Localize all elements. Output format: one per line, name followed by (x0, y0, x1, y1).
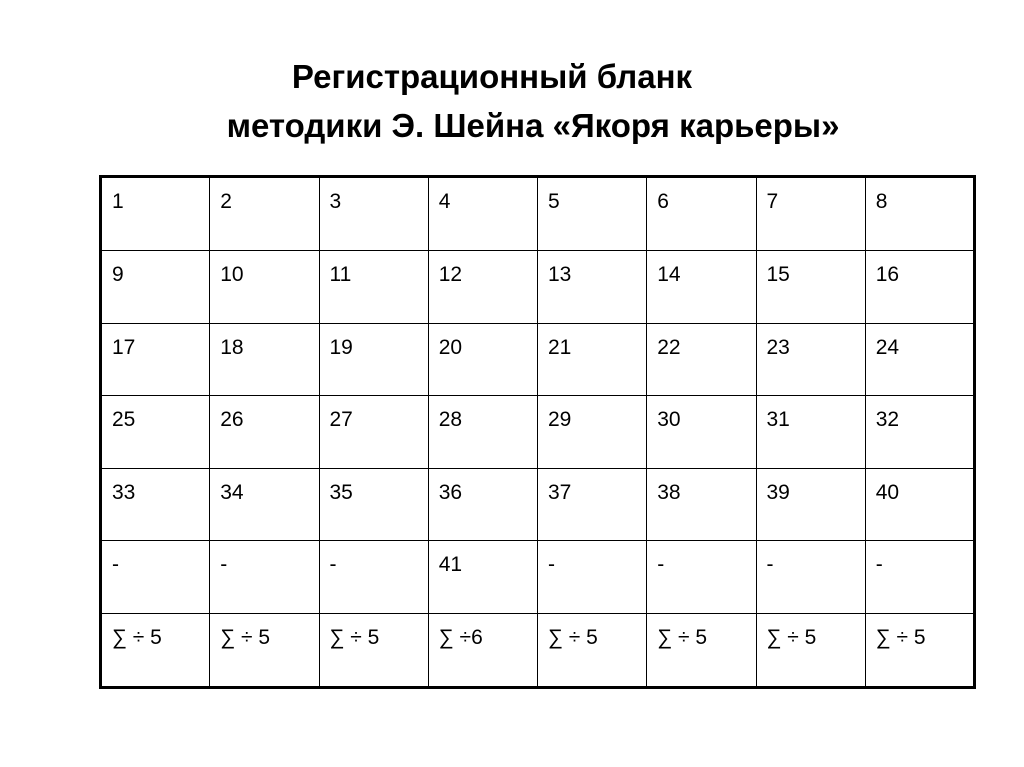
table-cell[interactable]: 12 (428, 251, 537, 323)
table-cell[interactable]: 33 (101, 468, 210, 540)
table-cell[interactable]: 25 (101, 396, 210, 468)
table-row (101, 251, 975, 323)
table-cell[interactable]: ∑ ÷ 5 (101, 613, 210, 687)
table-cell[interactable]: 17 (101, 323, 210, 395)
table-cell[interactable]: - (319, 541, 428, 613)
table-cell[interactable]: 30 (647, 396, 756, 468)
table-cell[interactable]: ∑ ÷ 5 (210, 613, 319, 687)
page-title (0, 52, 1024, 150)
table-cell[interactable]: 40 (865, 468, 974, 540)
table-cell[interactable]: 4 (428, 177, 537, 251)
table-cell[interactable]: ∑ ÷ 5 (538, 613, 647, 687)
table-cell[interactable]: 15 (756, 251, 865, 323)
table-cell[interactable]: - (538, 541, 647, 613)
table-cell[interactable]: 38 (647, 468, 756, 540)
table-cell[interactable]: - (756, 541, 865, 613)
table-cell[interactable]: - (647, 541, 756, 613)
title-line-2: методики Э. Шейна «Якоря карьеры» (226, 107, 840, 144)
table-cell[interactable]: 2 (210, 177, 319, 251)
table-row (101, 541, 975, 613)
table-cell[interactable]: 36 (428, 468, 537, 540)
table-cell[interactable]: 7 (756, 177, 865, 251)
table-cell[interactable]: 8 (865, 177, 974, 251)
table-cell[interactable]: ∑ ÷ 5 (865, 613, 974, 687)
table-cell[interactable]: ∑ ÷ 5 (319, 613, 428, 687)
table-row (101, 323, 975, 395)
table-cell[interactable]: 1 (101, 177, 210, 251)
table-cell[interactable]: 24 (865, 323, 974, 395)
table-cell[interactable]: 18 (210, 323, 319, 395)
table-row (101, 613, 975, 687)
table-cell[interactable]: 29 (538, 396, 647, 468)
table-cell[interactable]: 32 (865, 396, 974, 468)
table-row (101, 396, 975, 468)
table-cell[interactable]: 16 (865, 251, 974, 323)
table-cell[interactable]: 35 (319, 468, 428, 540)
table-cell[interactable]: ∑ ÷ 5 (756, 613, 865, 687)
table-cell[interactable]: 23 (756, 323, 865, 395)
table-cell[interactable]: 28 (428, 396, 537, 468)
table-cell[interactable]: 13 (538, 251, 647, 323)
table-cell[interactable]: 27 (319, 396, 428, 468)
table-cell[interactable]: ∑ ÷6 (428, 613, 537, 687)
table-cell[interactable]: 5 (538, 177, 647, 251)
registration-table-body (101, 177, 975, 688)
table-cell[interactable]: 26 (210, 396, 319, 468)
table-cell[interactable]: 31 (756, 396, 865, 468)
table-cell[interactable]: 10 (210, 251, 319, 323)
table-cell[interactable]: 14 (647, 251, 756, 323)
table-cell[interactable]: 9 (101, 251, 210, 323)
table-cell[interactable]: 34 (210, 468, 319, 540)
table-cell[interactable]: 19 (319, 323, 428, 395)
table-cell[interactable]: ∑ ÷ 5 (647, 613, 756, 687)
table-cell[interactable]: - (865, 541, 974, 613)
table-row (101, 177, 975, 251)
table-cell[interactable]: 3 (319, 177, 428, 251)
table-cell[interactable]: 20 (428, 323, 537, 395)
table-cell[interactable]: 39 (756, 468, 865, 540)
table-cell[interactable]: 21 (538, 323, 647, 395)
table-cell[interactable]: 37 (538, 468, 647, 540)
table-cell[interactable]: 6 (647, 177, 756, 251)
table-cell[interactable]: 22 (647, 323, 756, 395)
title-line-1: Регистрационный бланк (291, 58, 693, 95)
table-cell[interactable]: 11 (319, 251, 428, 323)
table-row (101, 468, 975, 540)
table-cell[interactable]: - (101, 541, 210, 613)
registration-table (99, 175, 976, 689)
table-cell[interactable]: - (210, 541, 319, 613)
table-cell[interactable]: 41 (428, 541, 537, 613)
